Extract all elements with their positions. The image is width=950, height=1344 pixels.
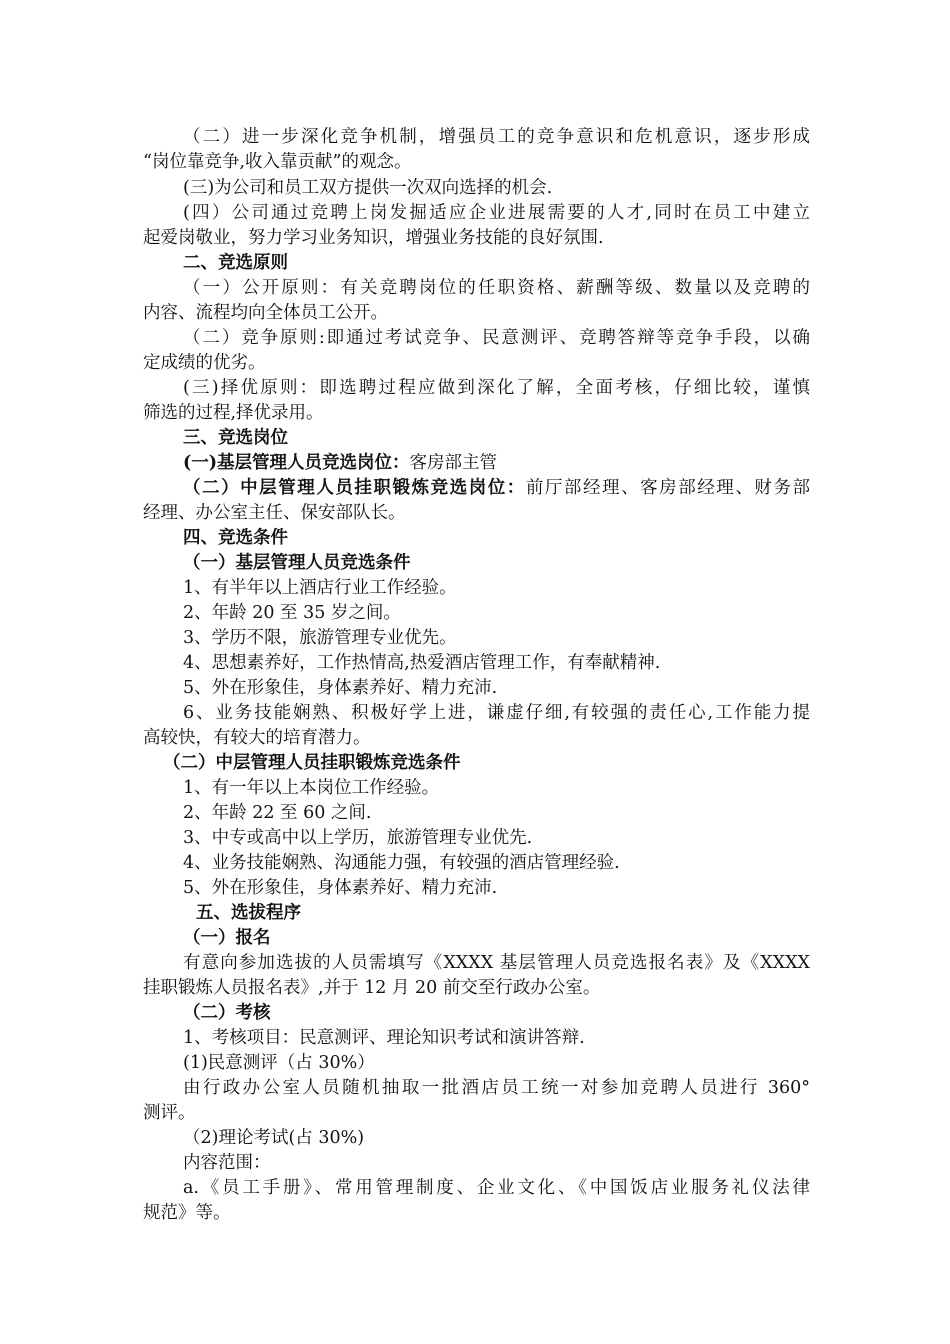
list-item: 2、年龄 22 至 60 之间. (183, 803, 372, 823)
position-line (183, 476, 810, 500)
position-label: (一)基层管理人员竞选岗位： (183, 453, 410, 473)
paragraph-line: 由行政办公室人员随机抽取一批酒店员工统一对参加竞聘人员进行 360° (183, 1078, 810, 1098)
paragraph-line: 规范》等。 (143, 1203, 231, 1223)
paragraph-line: （二）竞争原则:即通过考试竞争、民意测评、竞聘答辩等竞争手段，以确 (183, 328, 810, 348)
subsection-heading: （一）基层管理人员竞选条件 (183, 553, 411, 573)
section-heading: 五、选拔程序 (196, 903, 301, 923)
paragraph-line: (四）公司通过竞聘上岗发掘适应企业进展需要的人才,同时在员工中建立 (183, 203, 810, 223)
paragraph-line: 起爱岗敬业，努力学习业务知识，增强业务技能的良好氛围. (143, 228, 604, 248)
paragraph-line: （二）进一步深化竞争机制，增强员工的竞争意识和危机意识，逐步形成 (183, 127, 810, 147)
paragraph-line: 挂职锻炼人员报名表》,并于 12 月 20 前交至行政办公室。 (143, 978, 601, 998)
subsection-heading: （一）报名 (183, 928, 271, 948)
list-item: 5、外在形象佳，身体素养好、精力充沛. (183, 878, 498, 898)
list-item: （2)理论考试(占 30%) (183, 1128, 365, 1148)
paragraph-line: 定成绩的优劣。 (143, 353, 266, 373)
section-heading: 二、竞选原则 (183, 253, 288, 273)
paragraph-line: （一）公开原则：有关竞聘岗位的任职资格、薪酬等级、数量以及竞聘的 (183, 278, 810, 298)
paragraph-line: (三)为公司和员工双方提供一次双向选择的机会. (183, 178, 553, 198)
paragraph-line: 筛选的过程,择优录用。 (143, 403, 324, 423)
list-item: 1、有一年以上本岗位工作经验。 (183, 778, 440, 798)
position-label: （二）中层管理人员挂职锻炼竞选岗位： (183, 478, 526, 498)
section-heading: 四、竞选条件 (183, 528, 288, 548)
list-item: a.《员工手册》、常用管理制度、企业文化、《中国饭店业服务礼仪法律 (183, 1178, 810, 1198)
list-item: 1、考核项目：民意测评、理论知识考试和演讲答辩. (183, 1028, 585, 1048)
position-value: 前厅部经理、客房部经理、财务部 (525, 478, 810, 498)
section-heading: 三、竞选岗位 (183, 428, 288, 448)
subsection-heading: （二）中层管理人员挂职锻炼竞选条件 (163, 753, 461, 773)
list-item: 2、年龄 20 至 35 岁之间。 (183, 603, 401, 623)
list-item: 3、中专或高中以上学历，旅游管理专业优先. (183, 828, 533, 848)
list-item: 5、外在形象佳，身体素养好、精力充沛. (183, 678, 498, 698)
list-item: 1、有半年以上酒店行业工作经验。 (183, 578, 457, 598)
list-item: 4、思想素养好，工作热情高,热爱酒店管理工作，有奉献精神. (183, 653, 661, 673)
list-item: (1)民意测评（占 30%） (183, 1053, 375, 1073)
paragraph-line: 内容范围： (183, 1153, 271, 1173)
paragraph-line: 测评。 (143, 1103, 196, 1123)
paragraph-line: (三)择优原则：即选聘过程应做到深化了解，全面考核，仔细比较，谨慎 (183, 378, 810, 398)
position-value: 客房部主管 (409, 453, 498, 473)
paragraph-line: 高较快，有较大的培育潜力。 (143, 728, 371, 748)
paragraph-line: 有意向参加选拔的人员需填写《XXXX 基层管理人员竞选报名表》及《XXXX (183, 953, 810, 973)
paragraph-line: “岗位靠竞争,收入靠贡献”的观念。 (143, 152, 412, 172)
subsection-heading: （二）考核 (183, 1003, 271, 1023)
paragraph-line: 内容、流程均向全体员工公开。 (143, 303, 388, 323)
list-item: 4、业务技能娴熟、沟通能力强，有较强的酒店管理经验. (183, 853, 620, 873)
position-line (183, 451, 950, 475)
list-item: 3、学历不限，旅游管理专业优先。 (183, 628, 457, 648)
paragraph-line: 经理、办公室主任、保安部队长。 (143, 503, 406, 523)
list-item: 6、业务技能娴熟、积极好学上进，谦虚仔细,有较强的责任心,工作能力提 (183, 703, 810, 723)
